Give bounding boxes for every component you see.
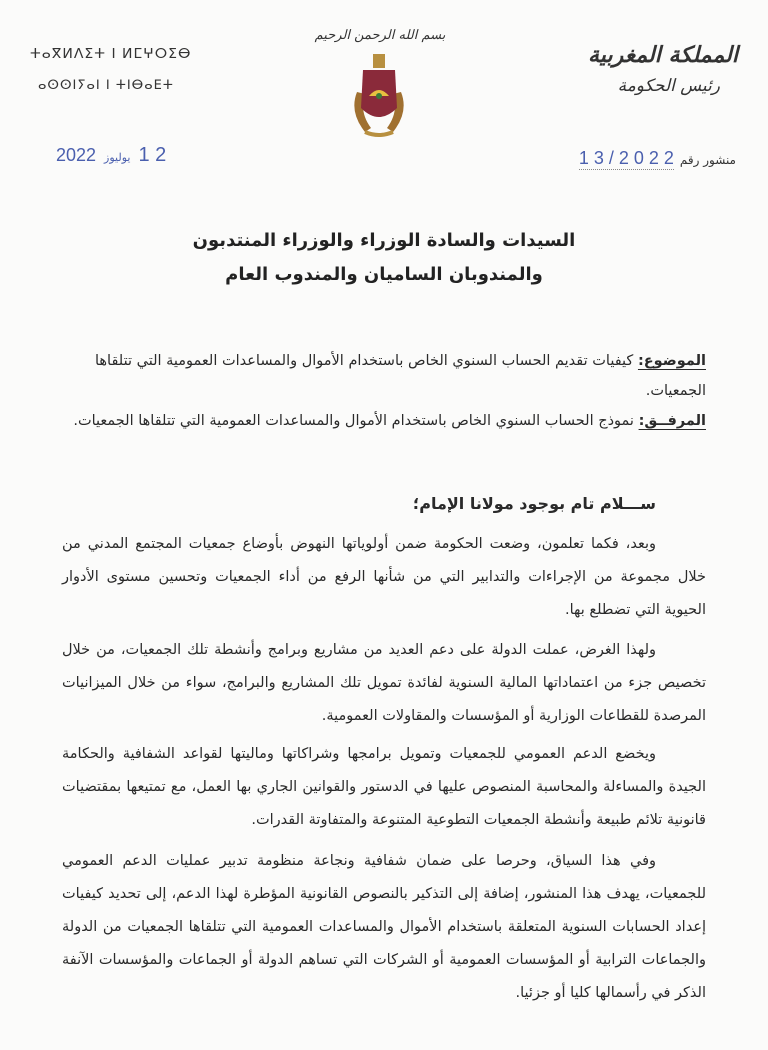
subject-label: الموضوع: — [637, 353, 706, 369]
royal-emblem — [335, 52, 423, 140]
circular-number-line — [579, 148, 736, 170]
paragraph-2: ولهذا الغرض، عملت الدولة على دعم العديد من مشاريع وبرامج وأنشطة تلك الجمعيات، من خلال تخصيص جزء من اعتماداتها المالية السنوية لفائدة تمويل تلك المشاريع والبرامج، سواء من خلال الميزانيات المرصدة للقطاعات الوزارية أو المؤسسات والمقاولات العمومية. — [62, 642, 706, 724]
circular-number: 1 3 / 2 0 2 2 — [578, 148, 674, 168]
attachment — [62, 406, 706, 436]
paragraph-1: وبعد، فكما تعلمون، وضعت الحكومة ضمن أولوياتها النهوض بأوضاع جمعيات المجتمع المدني من خلال مجموعة من الإجراءات والتدابير التي من شأنها الرفع من أداء الجمعيات وتحسين مستوى الأدوار الحيوية التي تضطلع بها. — [62, 536, 706, 618]
attachment-text: نموذج الحساب السنوي الخاص باستخدام الأموال والمساعدات العمومية التي تتلقاها الجمعيات. — [73, 413, 634, 429]
basmala: بسم الله الرحمن الرحيم — [314, 28, 446, 43]
paragraph-3: ويخضع الدعم العمومي للجمعيات وتمويل برامجها وشراكاتها وماليتها لقواعد الشفافية والحكامة الجيدة والمساءلة والمحاسبة المنصوص عليها في الدستور والقوانين الجاري بها العمل، مع تمتيعها بمقتضيات قانونية تلائم طبيعة وأنشطة الجمعيات التطوعية المتنوعة والمتفاوتة القدرات. — [62, 746, 706, 828]
addressees-line-2: والمندوبان الساميان والمندوب العام — [225, 264, 543, 285]
subject — [62, 346, 706, 406]
tifinagh-kingdom: ⵜⴰⴳⵍⴷⵉⵜ ⵏ ⵍⵎⵖⵔⵉⴱ — [30, 46, 192, 62]
paragraph-4: وفي هذا السياق، وحرصا على ضمان شفافية ونجاعة منظومة تدبير عمليات الدعم العمومي للجمعيات، يهدف هذا المنشور، إضافة إلى التذكير بالنصوص القانونية المؤطرة لهذا الدعم، إلى تحديد كيفيات إعداد الحسابات السنوية المتعلقة باستخدام الأموال والمساعدات العمومية التي تتلقاها الجمعيات من الدولة والجماعات الترابية أو المؤسسات العمومية أو الشركات التي تساهم الدولة أو الجماعات والمؤسسات الآنفة الذكر في رأسمالها كليا أو جزئيا. — [62, 853, 706, 1001]
circular-label: منشور رقم — [679, 153, 736, 167]
date-year: 2022 — [56, 145, 97, 165]
addressees-line-1: السيدات والسادة الوزراء والوزراء المنتدبون — [192, 230, 576, 251]
date-day: 1 2 — [138, 144, 167, 166]
date-month: يوليوز — [104, 152, 131, 164]
office-name: رئيس الحكومة — [617, 76, 720, 96]
attachment-label: المرفــق: — [638, 413, 706, 429]
tifinagh-office: ⴰⵙⵙⵏⵢⴰⵏ ⵏ ⵜⵏⴱⴰⴹⵜ — [38, 78, 174, 93]
kingdom-name: المملكة المغربية — [588, 42, 738, 68]
date-stamp — [56, 144, 166, 167]
subject-text: كيفيات تقديم الحساب السنوي الخاص باستخدام الأموال والمساعدات العمومية التي تتلقاها الجمعيات. — [94, 353, 706, 399]
greeting: ســـلام تام بوجود مولانا الإمام؛ — [412, 494, 656, 513]
